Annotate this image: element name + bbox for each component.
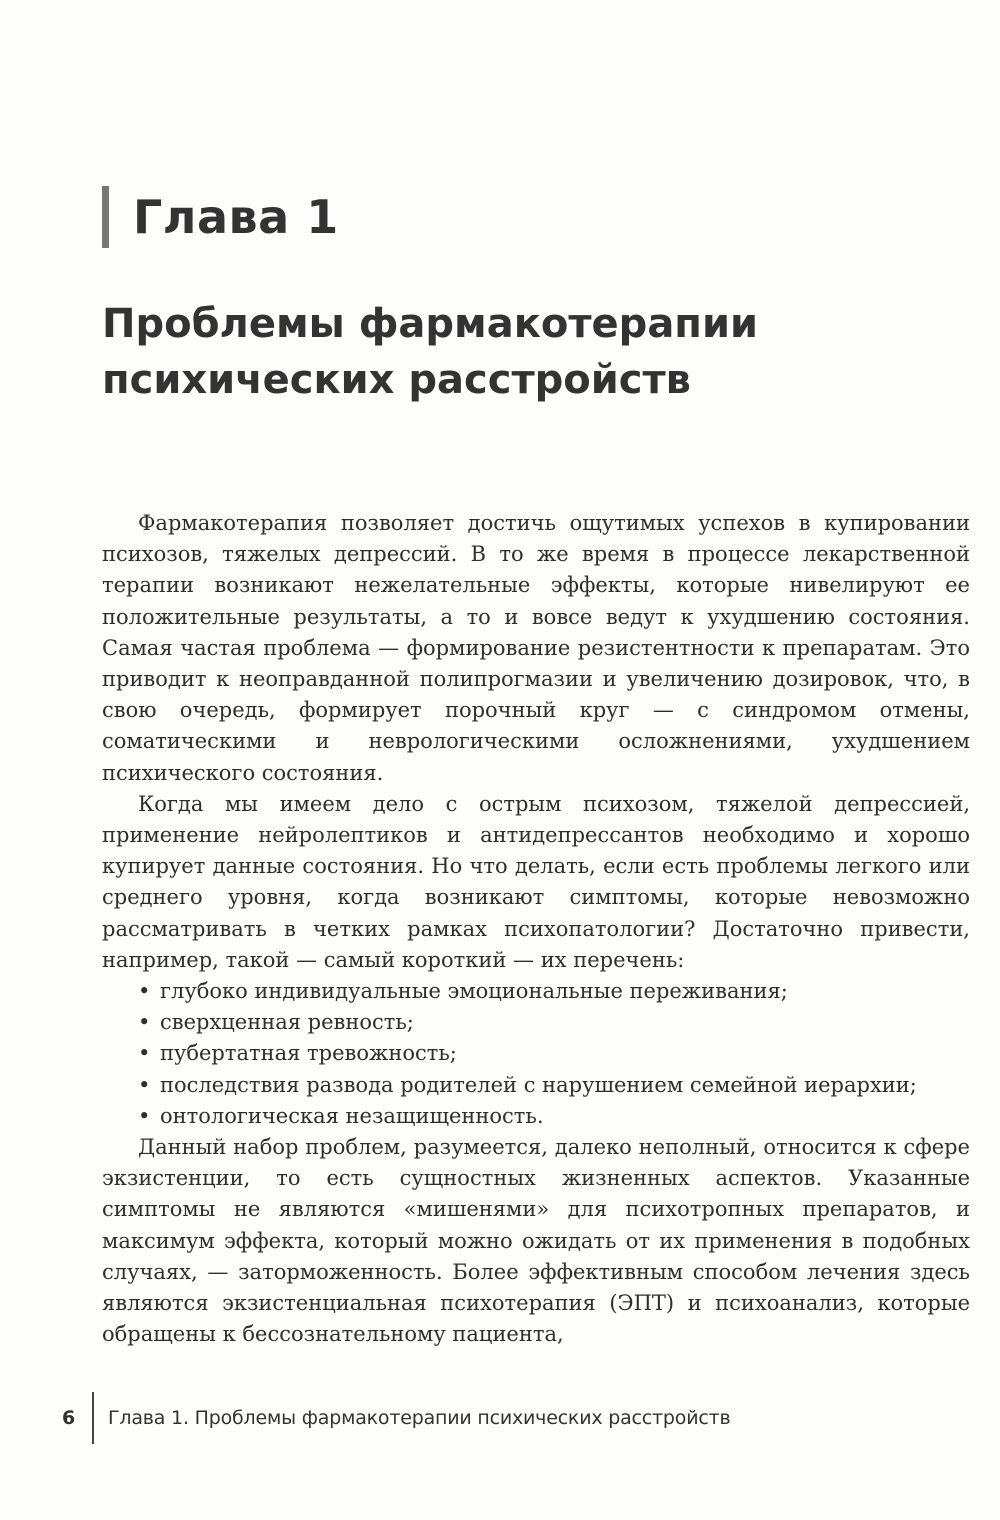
bullet-icon: • (138, 1072, 151, 1097)
page-footer (62, 1392, 730, 1444)
bullet-icon: • (138, 1103, 151, 1128)
list-item-text: онтологическая незащищенность. (160, 1103, 544, 1128)
footer-divider (92, 1392, 94, 1444)
list-item (102, 1038, 970, 1069)
list-item-text: пубертатная тревожность; (160, 1041, 457, 1066)
chapter-number: Глава 1 (133, 190, 339, 244)
list-item-text: глубоко индивидуальные эмоциональные переживания; (160, 979, 788, 1004)
list-item-text: сверхценная ревность; (160, 1010, 414, 1035)
bullet-icon: • (138, 1010, 151, 1035)
symptom-list (102, 976, 970, 1132)
paragraph-2: Когда мы имеем дело с острым психозом, тяжелой депрессией, применение нейролептиков и антидепрессантов необходимо и хорошо купирует данные состояния. Но что делать, если есть проблемы легкого или среднего уровня, когда возникают симптомы, которые невозможно рассматривать в четких рамках психопатологии? Достаточно привести, например, такой — самый короткий — их перечень: (102, 791, 970, 972)
chapter-accent-bar (102, 186, 109, 248)
chapter-title-line-1: Проблемы фармакотерапии (102, 301, 758, 347)
chapter-title-line-2: психических расстройств (102, 357, 691, 403)
list-item (102, 1070, 970, 1101)
chapter-label (102, 186, 339, 248)
body-text (102, 508, 970, 1350)
chapter-title (102, 296, 962, 408)
list-item (102, 1101, 970, 1132)
bullet-icon: • (138, 1041, 151, 1066)
list-item (102, 1007, 970, 1038)
paragraph-1: Фармакотерапия позволяет достичь ощутимых успехов в купировании психозов, тяжелых депрессий. В то же время в процессе лекарственной терапии возникают нежелательные эффекты, которые нивелируют ее положительные результаты, а то и вовсе ведут к ухудшению состояния. Самая частая проблема — формирование резистентности к препаратам. Это приводит к неоправданной полипрогмазии и увеличению дозировок, что, в свою очередь, формирует порочный круг — с синдромом отмены, соматическими и неврологическими осложнениями, ухудшением психического состояния. (102, 511, 970, 785)
list-item-text: последствия развода родителей с нарушением семейной иерархии; (160, 1072, 917, 1097)
paragraph-3: Данный набор проблем, разумеется, далеко неполный, относится к сфере экзистенции, то есть сущностных жизненных аспектов. Указанные симптомы не являются «мишенями» для психотропных препаратов, и максимум эффекта, который можно ожидать от их применения в подобных случаях, — заторможенность. Более эффективным способом лечения здесь являются экзистенциальная психотерапия (ЭПТ) и психоанализ, которые обращены к бессознательному пациента, (102, 1135, 970, 1347)
bullet-icon: • (138, 979, 151, 1004)
list-item (102, 976, 970, 1007)
running-title: Глава 1. Проблемы фармакотерапии психических расстройств (108, 1407, 731, 1429)
page-number: 6 (62, 1407, 76, 1429)
